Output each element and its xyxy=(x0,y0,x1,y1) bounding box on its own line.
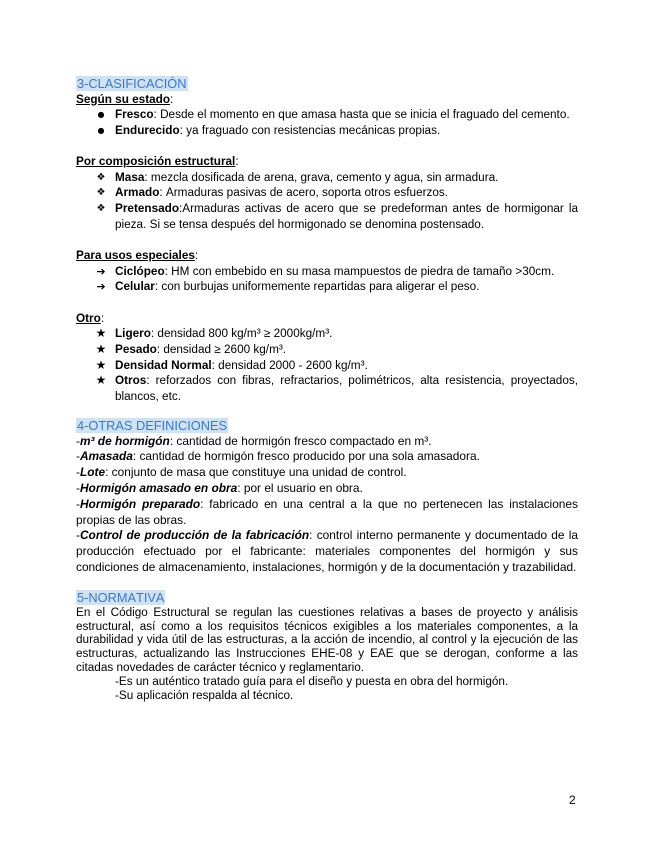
subsection-label-suffix: : xyxy=(194,249,199,263)
definition-text: : control interno permanente y documentado de la producción efectuado por el fabricante: materiales componentes del hormigón y sus condiciones de almacenamiento, instalaciones, hormigón y de la documentación y trazabilidad. xyxy=(76,528,578,574)
bullet-diamond-icon: ❖ xyxy=(96,187,106,199)
blank-line xyxy=(76,295,578,311)
subsection-label-estado xyxy=(76,92,578,108)
item-text: : HM con embebido en su masa mampuestos de piedra de tamaño >30cm. xyxy=(164,264,555,278)
list-item xyxy=(76,326,578,342)
list-item xyxy=(76,279,578,295)
definition-term: m³ de hormigón xyxy=(79,433,170,448)
list-item xyxy=(76,170,578,186)
section-definiciones xyxy=(76,417,578,576)
item-text: : Desde el momento en que amasa hasta que se inicia el fraguado del cemento. xyxy=(153,108,570,122)
definition-item xyxy=(76,465,578,481)
bullet-diamond-icon: ❖ xyxy=(96,171,106,183)
blank-line xyxy=(76,232,578,248)
item-term: Ligero xyxy=(115,327,151,341)
item-text: : Armaduras pasivas de acero, soporta otros esfuerzos. xyxy=(159,186,449,200)
definition-term: Hormigón amasado en obra xyxy=(79,480,238,495)
item-term: Ciclópeo xyxy=(115,264,165,278)
bullet-dot-icon: ● xyxy=(97,125,105,135)
bullet-star-icon: ★ xyxy=(95,373,107,388)
bullet-diamond-icon: ❖ xyxy=(96,203,106,215)
bullet-arrow-icon: ➔ xyxy=(96,280,106,294)
definition-item xyxy=(76,434,578,450)
item-term: Endurecido xyxy=(115,123,180,137)
list-item xyxy=(76,201,578,232)
list-item xyxy=(76,342,578,358)
bullet-star-icon: ★ xyxy=(95,357,107,372)
item-term: Densidad Normal xyxy=(115,358,212,372)
item-text: : densidad ≥ 2600 kg/m³. xyxy=(156,342,287,356)
definition-term: Lote xyxy=(79,465,106,480)
definition-text: : conjunto de masa que constituye una unidad de control. xyxy=(105,465,407,480)
section-heading-text: 5-NORMATIVA xyxy=(77,589,165,605)
item-term: Masa xyxy=(115,170,145,184)
section-heading-text: 4-OTRAS DEFINICIONES xyxy=(77,417,228,433)
normativa-line: -Es un auténtico tratado guía para el diseño y puesta en obra del hormigón. xyxy=(115,674,509,688)
subsection-label-text: Para usos especiales xyxy=(76,249,195,263)
definition-item xyxy=(76,449,578,465)
item-term: Fresco xyxy=(115,108,154,122)
item-text: : reforzados con fibras, refractarios, polimétricos, alta resistencia, proyectados, blancos, etc. xyxy=(115,374,578,403)
subsection-label-suffix: : xyxy=(170,92,174,106)
definition-item xyxy=(76,481,578,497)
normativa-paragraph: En el Código Estructural se regulan las cuestiones relativas a bases de proyecto y análisis estructural, así como a los requisitos técnicos exigibles a los materiales componentes, a la durabilidad y vida útil de las estructuras, a la acción de incendio, al control y la ejecución de las estructuras, actualizando las Instrucciones EHE-08 y EAE que se derogan, conforme a las citadas novedades de carácter técnico y reglamentario. xyxy=(76,605,578,674)
section-heading-text: 3-CLASIFICACIÓN xyxy=(77,75,187,91)
list-item xyxy=(76,358,578,374)
definition-item xyxy=(76,497,578,529)
subsection-label-text: Según su estado xyxy=(76,92,171,106)
definition-prefix: - xyxy=(76,449,80,464)
list-item xyxy=(76,264,578,280)
subsection-label-suffix: : xyxy=(100,311,105,325)
bullet-dot-icon: ● xyxy=(97,110,105,120)
page-content xyxy=(76,75,578,703)
normativa-line: -Su aplicación respalda al técnico. xyxy=(115,688,294,702)
definition-term: Control de producción de la fabricación xyxy=(79,528,310,543)
definition-text: : fabricado en una central a la que no pertenecen las instalaciones propias de las obras. xyxy=(76,496,578,527)
definition-prefix: - xyxy=(76,528,80,543)
definition-term: Amasada xyxy=(79,449,133,464)
list-item xyxy=(76,373,578,404)
section-normativa xyxy=(76,589,578,703)
definition-text: : por el usuario en obra. xyxy=(237,480,363,495)
item-text: : con burbujas uniformemente repartidas para aligerar el peso. xyxy=(154,280,480,294)
item-text: :Armaduras activas de acero que se predeforman antes de hormigonar la pieza. Si se tensa después del hormigonado se denomina postensado. xyxy=(115,202,578,231)
section-heading-definiciones xyxy=(76,417,578,434)
list-item xyxy=(76,107,578,123)
item-text: : densidad 2000 - 2600 kg/m³. xyxy=(211,358,368,372)
item-term: Pretensado xyxy=(115,202,179,216)
bullet-star-icon: ★ xyxy=(95,326,107,341)
definition-text: : cantidad de hormigón fresco compactado en m³. xyxy=(169,433,432,448)
subsection-label-composicion xyxy=(76,154,578,170)
item-text: : ya fraguado con resistencias mecánicas propias. xyxy=(179,123,441,137)
section-clasificacion xyxy=(76,75,578,405)
list-item xyxy=(76,123,578,139)
item-term: Pesado xyxy=(115,342,157,356)
subsection-label-usos xyxy=(76,248,578,264)
definition-prefix: - xyxy=(76,465,80,480)
definition-prefix: - xyxy=(76,496,80,511)
item-term: Armado xyxy=(115,186,160,200)
item-term: Celular xyxy=(115,280,155,294)
item-term: Otros xyxy=(115,374,147,388)
subsection-label-suffix: : xyxy=(235,155,239,169)
subsection-label-otro xyxy=(76,311,578,327)
definition-item xyxy=(76,528,578,575)
page-number: 2 xyxy=(569,793,576,807)
bullet-star-icon: ★ xyxy=(95,341,107,356)
definition-text: : cantidad de hormigón fresco producido por una sola amasadora. xyxy=(132,449,480,464)
subsection-label-text: Por composición estructural xyxy=(76,155,236,169)
subsection-label-text: Otro xyxy=(76,311,101,325)
blank-line xyxy=(76,138,578,154)
definition-prefix: - xyxy=(76,480,80,495)
section-heading-clasificacion xyxy=(76,75,578,92)
list-item xyxy=(76,185,578,201)
section-heading-normativa xyxy=(76,589,578,606)
definition-term: Hormigón preparado xyxy=(79,496,201,511)
bullet-arrow-icon: ➔ xyxy=(96,264,106,278)
item-text: : densidad 800 kg/m³ ≥ 2000kg/m³. xyxy=(150,327,333,341)
item-text: : mezcla dosificada de arena, grava, cemento y agua, sin armadura. xyxy=(144,170,499,184)
definition-prefix: - xyxy=(76,433,80,448)
